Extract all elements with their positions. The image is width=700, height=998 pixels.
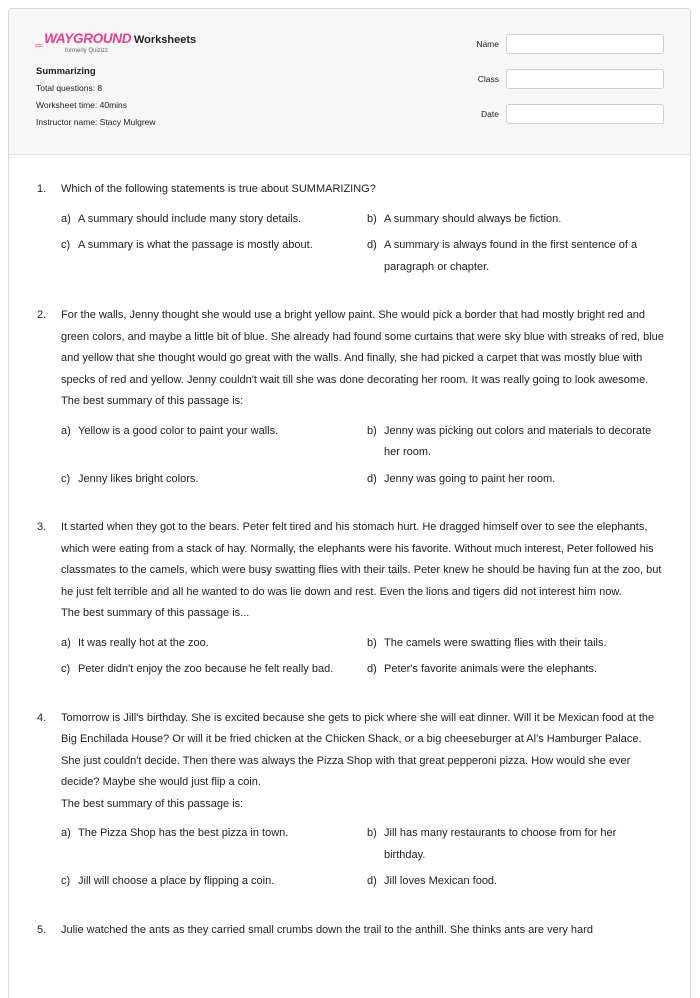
total-questions: Total questions: 8 xyxy=(36,83,103,93)
answer-option[interactable] xyxy=(61,209,367,231)
date-label: Date xyxy=(481,109,499,119)
question-text: Julie watched the ants as they carried small crumbs down the trail to the anthill. She thinks ants are very hard xyxy=(61,923,593,936)
question-text: For the walls, Jenny thought she would use a bright yellow paint. She would pick a border that had mostly bright red and green colors, and maybe a little bit of blue. She already had found some curtains that were sky blue with streaks of red, blue and yellow that she thought would go great with the walls. And finally, she had picked a carpet that was mostly blue with specks of red and yellow. Jenny couldn't wait till she was done decorating her room. It was really going to look awesome. The best summary of this passage is: xyxy=(61,309,664,407)
question-text: Which of the following statements is true about SUMMARIZING? xyxy=(61,183,376,195)
worksheet-header xyxy=(9,9,690,155)
question-3 xyxy=(37,517,664,697)
answer-options xyxy=(61,421,664,491)
option-text: Yellow is a good color to paint your walls. xyxy=(78,424,279,437)
questions-list xyxy=(9,155,690,941)
answer-option[interactable] xyxy=(61,469,367,491)
worksheet-time: Worksheet time: 40mins xyxy=(36,100,128,110)
option-text: Peter's favorite animals were the elephants. xyxy=(384,663,598,675)
question-text: It started when they got to the bears. Peter felt tired and his stomach hurt. He dragged himself over to see the elephants, which were eating from a stack of hay. Normally, the elephants were his favorite. Without much interest, Peter followed his classmates to the camels, which were busy swatting flies with their tails. Peter knew he should be having fun at the zoo, but he just felt terrible and all he wanted to do was lie down and rest. Even the lions and tigers did not interest him now. The best summary of this passage is... xyxy=(61,521,662,619)
answer-option[interactable] xyxy=(61,823,367,866)
instructor-name: Instructor name: Stacy Mulgrew xyxy=(36,117,156,127)
answer-option[interactable] xyxy=(61,659,367,681)
option-letter: c) xyxy=(61,239,71,251)
option-letter: a) xyxy=(61,827,71,839)
name-field[interactable] xyxy=(506,34,664,54)
answer-option[interactable] xyxy=(367,469,664,491)
app-title: Worksheets xyxy=(134,34,197,46)
question-number: 1. xyxy=(37,183,47,195)
answer-option[interactable] xyxy=(61,235,367,278)
option-letter: c) xyxy=(61,472,71,485)
option-letter: b) xyxy=(367,212,377,225)
name-row xyxy=(449,34,665,55)
option-text: It was really hot at the zoo. xyxy=(78,636,209,649)
option-letter: b) xyxy=(367,424,377,437)
question-body xyxy=(61,305,664,506)
class-label: Class xyxy=(477,74,499,84)
option-letter: d) xyxy=(367,239,377,251)
answer-option[interactable] xyxy=(367,659,664,681)
class-field[interactable] xyxy=(506,69,664,89)
question-number: 3. xyxy=(37,521,47,533)
question-number: 5. xyxy=(37,923,47,936)
question-1 xyxy=(37,179,664,294)
date-row xyxy=(449,104,665,125)
answer-option[interactable] xyxy=(61,633,367,655)
option-text: A summary is always found in the first sentence of a paragraph or chapter. xyxy=(384,239,638,273)
option-letter: a) xyxy=(61,636,71,649)
answer-option[interactable] xyxy=(367,633,664,655)
name-label: Name xyxy=(476,39,499,49)
option-letter: c) xyxy=(61,663,71,675)
answer-option[interactable] xyxy=(367,421,664,464)
option-letter: b) xyxy=(367,827,377,839)
question-body xyxy=(61,708,664,909)
option-text: Jill loves Mexican food. xyxy=(384,875,498,887)
option-letter: d) xyxy=(367,472,377,485)
option-letter: d) xyxy=(367,875,377,887)
class-row xyxy=(449,69,665,90)
logo-bars-icon: ‗ xyxy=(35,31,43,46)
option-text: The camels were swatting flies with their tails. xyxy=(384,636,607,649)
option-letter: d) xyxy=(367,663,377,675)
question-body xyxy=(61,179,664,294)
worksheet-page xyxy=(8,8,691,998)
answer-option[interactable] xyxy=(367,823,664,866)
question-4 xyxy=(37,708,664,909)
logo-subtitle: formerly Quizizz xyxy=(65,48,109,54)
option-text: A summary is what the passage is mostly about. xyxy=(78,239,313,251)
student-fields xyxy=(449,34,665,139)
answer-option[interactable] xyxy=(367,871,664,893)
answer-options xyxy=(61,209,664,279)
question-5 xyxy=(37,920,664,942)
answer-options xyxy=(61,633,664,681)
option-text: Jenny was going to paint her room. xyxy=(384,472,556,485)
option-letter: b) xyxy=(367,636,377,649)
logo-text: WAYGROUND xyxy=(44,31,132,46)
option-text: A summary should include many story details. xyxy=(78,212,302,225)
answer-option[interactable] xyxy=(61,871,367,893)
option-text: Peter didn't enjoy the zoo because he felt really bad. xyxy=(78,663,334,675)
option-letter: c) xyxy=(61,875,71,887)
option-text: The Pizza Shop has the best pizza in town. xyxy=(78,827,289,839)
worksheet-meta xyxy=(36,66,156,134)
option-letter: a) xyxy=(61,212,71,225)
wayground-logo xyxy=(35,30,131,54)
answer-options xyxy=(61,823,664,893)
option-text: Jenny was picking out colors and materials to decorate her room. xyxy=(384,424,652,458)
question-2 xyxy=(37,305,664,506)
date-field[interactable] xyxy=(506,104,664,124)
question-number: 2. xyxy=(37,309,47,321)
worksheet-title: Summarizing xyxy=(36,66,96,77)
option-text: Jill has many restaurants to choose from for her birthday. xyxy=(384,827,617,861)
answer-option[interactable] xyxy=(367,209,664,231)
option-text: Jenny likes bright colors. xyxy=(78,472,199,485)
option-letter: a) xyxy=(61,424,71,437)
question-body xyxy=(61,920,664,942)
answer-option[interactable] xyxy=(61,421,367,464)
option-text: A summary should always be fiction. xyxy=(384,212,562,225)
answer-option[interactable] xyxy=(367,235,664,278)
option-text: Jill will choose a place by flipping a coin. xyxy=(78,875,275,887)
question-number: 4. xyxy=(37,711,47,724)
question-text: Tomorrow is Jill's birthday. She is excited because she gets to pick where she will eat dinner. Will it be Mexican food at the Big Enchilada House? Or will it be fried chicken at the Chicken Shack, or a big cheeseburger at Al's Hamburger Palace. She just couldn't decide. Then there was always the Pizza Shop with that great pepperoni pizza. How would she ever decide? Maybe she would just flip a coin. The best summary of this passage is: xyxy=(61,711,655,810)
question-body xyxy=(61,517,664,697)
